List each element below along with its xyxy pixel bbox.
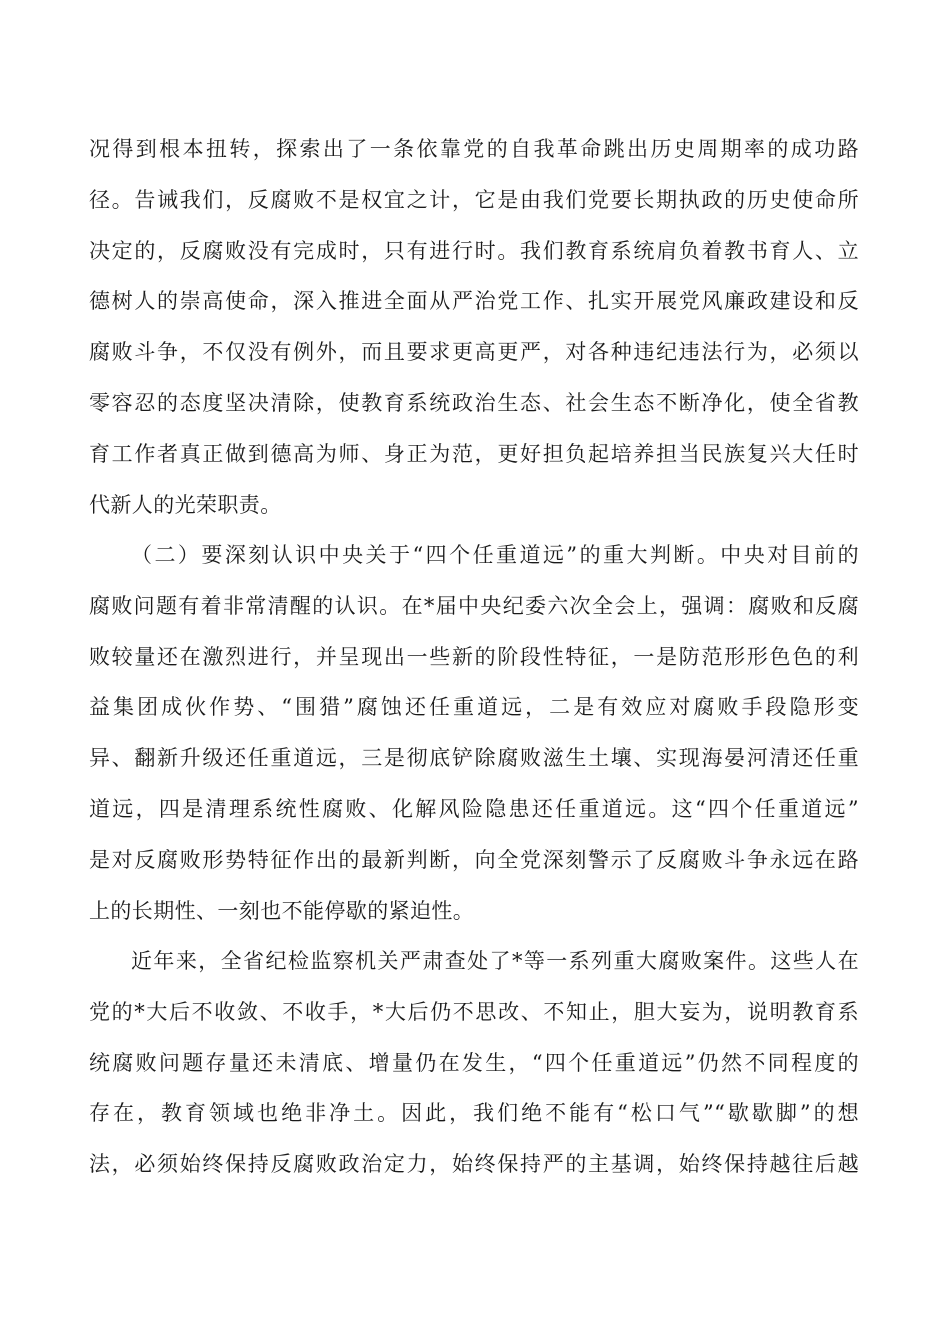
text-line: 径。告诫我们，反腐败不是权宜之计，它是由我们党要长期执政的历史使命所: [89, 187, 859, 212]
text-line: 代新人的光荣职责。: [89, 492, 282, 517]
text-line: 近年来，全省纪检监察机关严肃查处了*等一系列重大腐败案件。这些人在: [131, 949, 859, 973]
text-line: 败较量还在激烈进行，并呈现出一些新的阶段性特征，一是防范形形色色的利: [89, 644, 859, 669]
paragraph-section-two: [89, 530, 859, 936]
text-line: 育工作者真正做到德高为师、身正为范，更好担负起培养担当民族复兴大任时: [89, 441, 859, 466]
text-line: 法，必须始终保持反腐败政治定力，始终保持严的主基调，始终保持越往后越: [89, 1152, 859, 1177]
text-line: 腐败斗争，不仅没有例外，而且要求更高更严，对各种违纪违法行为，必须以: [89, 340, 859, 365]
text-line: 况得到根本扭转，探索出了一条依靠党的自我革命跳出历史周期率的成功路: [89, 137, 859, 161]
text-line: 存在，教育领域也绝非净土。因此，我们绝不能有“松口气”“歇歇脚”的想: [89, 1101, 859, 1126]
text-line: 腐败问题有着非常清醒的认识。在*届中央纪委六次全会上，强调：腐败和反腐: [89, 593, 859, 618]
text-line: 德树人的崇高使命，深入推进全面从严治党工作、扎实开展党风廉政建设和反: [89, 289, 859, 314]
text-line: 道远，四是清理系统性腐败、化解风险隐患还任重道远。这“四个任重道远”: [89, 796, 859, 821]
paragraph-recent-years: [89, 936, 859, 1190]
text-line: 异、翻新升级还任重道远，三是彻底铲除腐败滋生土壤、实现海晏河清还任重: [89, 746, 859, 771]
text-line: 益集团成伙作势、“围猎”腐蚀还任重道远，二是有效应对腐败手段隐形变: [89, 695, 859, 720]
text-line: 是对反腐败形势特征作出的最新判断，向全党深刻警示了反腐败斗争永远在路: [89, 847, 859, 872]
text-line: 统腐败问题存量还未清底、增量仍在发生，“四个任重道远”仍然不同程度的: [89, 1050, 859, 1075]
text-line: 上的长期性、一刻也不能停歇的紧迫性。: [89, 898, 475, 923]
paragraph-continuation: [89, 124, 859, 530]
section-heading-line: （二）要深刻认识中央关于“四个任重道远”的重大判断。中央对目前的: [131, 543, 859, 567]
text-line: 党的*大后不收敛、不收手，*大后仍不思改、不知止，胆大妄为，说明教育系: [89, 999, 859, 1024]
text-line: 零容忍的态度坚决清除，使教育系统政治生态、社会生态不断净化，使全省教: [89, 390, 859, 415]
text-line: 决定的，反腐败没有完成时，只有进行时。我们教育系统肩负着教书育人、立: [89, 238, 859, 263]
